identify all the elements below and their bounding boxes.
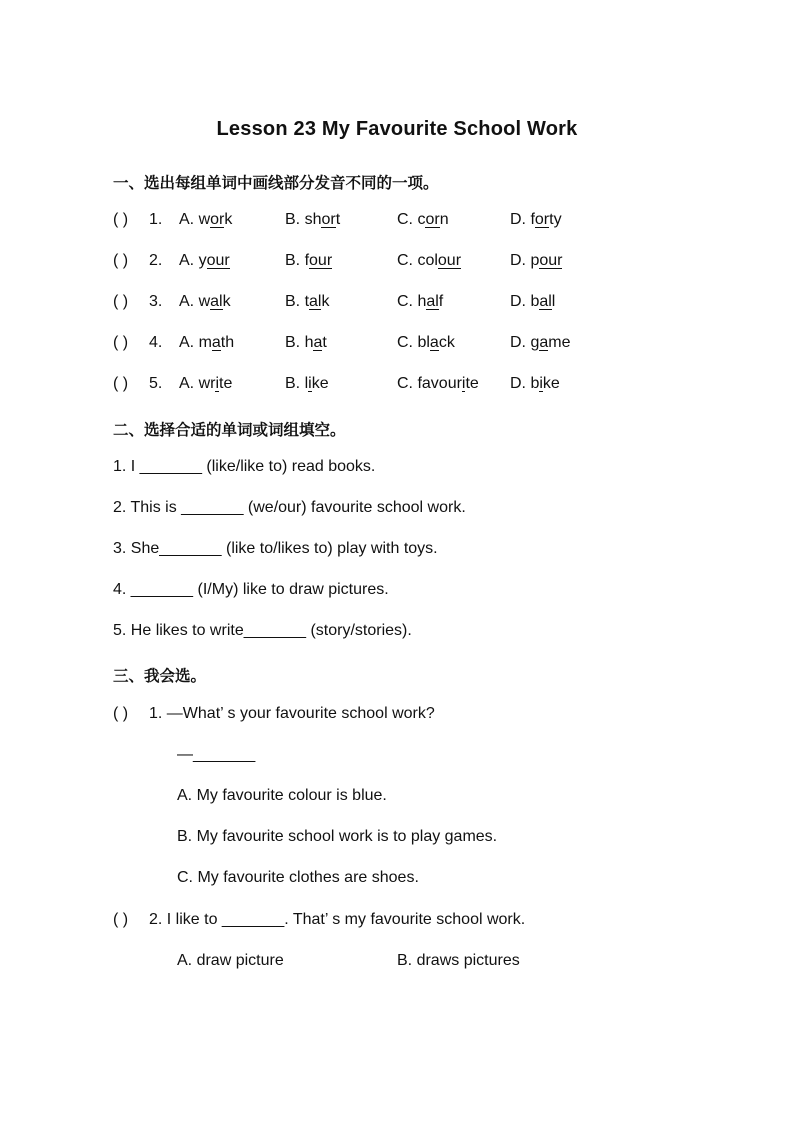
option-text: C. favour <box>397 375 462 392</box>
option-text: C. h <box>397 293 427 310</box>
question-2-text: 2. I like to _______. That’ s my favourite school work. <box>149 911 526 928</box>
answer-paren: ( ) <box>113 252 129 269</box>
option-b <box>285 375 329 393</box>
question-number: 2. <box>149 252 163 269</box>
option-b <box>285 334 327 352</box>
phonics-row <box>113 293 713 315</box>
option-c <box>397 375 479 393</box>
fill-blank-2: 2. This is _______ (we/our) favourite school work. <box>113 499 466 516</box>
question-2-option-a: A. draw picture <box>177 952 284 969</box>
option-text: t <box>335 211 341 228</box>
phonics-row <box>113 211 713 233</box>
option-text: C. bl <box>397 334 430 351</box>
underlined-letters: a <box>429 334 439 351</box>
option-text: ke <box>311 375 329 392</box>
option-text: k <box>321 293 330 310</box>
option-c <box>397 252 461 270</box>
question-number: 1. <box>149 211 163 228</box>
fill-blank-1: 1. I _______ (like/like to) read books. <box>113 458 376 475</box>
question-number: 3. <box>149 293 163 310</box>
section1-heading: 一、选出每组单词中画线部分发音不同的一项。 <box>113 174 439 192</box>
underlined-letters: a <box>313 334 323 351</box>
question-number: 4. <box>149 334 163 351</box>
question-2-option-b: B. draws pictures <box>397 952 520 969</box>
underlined-letters: or <box>534 211 550 228</box>
phonics-row <box>113 252 713 274</box>
option-text: A. wr <box>179 375 216 392</box>
option-text: A. m <box>179 334 212 351</box>
underlined-letters: i <box>461 375 466 392</box>
underlined-letters: al <box>539 293 552 310</box>
underlined-letters: or <box>425 211 440 228</box>
option-text: n <box>439 211 449 228</box>
section3-heading: 三、我会选。 <box>113 667 207 685</box>
option-b <box>285 293 329 311</box>
option-text: k <box>222 293 231 310</box>
question-1-option-b: B. My favourite school work is to play games. <box>177 828 498 845</box>
option-text: me <box>548 334 571 351</box>
option-a <box>179 211 232 229</box>
option-b <box>285 252 332 270</box>
option-a <box>179 293 231 311</box>
underlined-letters: al <box>210 293 223 310</box>
fill-blank-5: 5. He likes to write_______ (story/stories). <box>113 622 412 639</box>
option-text: te <box>465 375 479 392</box>
option-text: te <box>219 375 233 392</box>
option-text: th <box>220 334 235 351</box>
fill-blank-3: 3. She_______ (like to/likes to) play with toys. <box>113 540 438 557</box>
option-text: ty <box>549 211 562 228</box>
answer-paren: ( ) <box>113 334 129 351</box>
option-text: C. col <box>397 252 438 269</box>
option-b <box>285 211 340 229</box>
underlined-letters: i <box>215 375 220 392</box>
option-text: f <box>438 293 444 310</box>
option-d <box>510 375 560 393</box>
answer-paren: ( ) <box>113 375 129 392</box>
answer-paren: ( ) <box>113 211 129 228</box>
question-1-text: 1. —What’ s your favourite school work? <box>149 705 435 722</box>
option-text: C. c <box>397 211 426 228</box>
option-a <box>179 252 230 270</box>
option-text: A. w <box>179 211 211 228</box>
answer-paren: ( ) <box>113 911 129 928</box>
underlined-letters: our <box>309 252 333 269</box>
underlined-letters: i <box>308 375 312 392</box>
option-a <box>179 375 232 393</box>
option-text: l <box>551 293 556 310</box>
fill-blank-4: 4. _______ (I/My) like to draw pictures. <box>113 581 389 598</box>
option-text: D. b <box>510 375 540 392</box>
underlined-letters: a <box>539 334 549 351</box>
option-c <box>397 293 443 311</box>
option-text: k <box>224 211 233 228</box>
option-text: A. w <box>179 293 211 310</box>
page-title: Lesson 23 My Favourite School Work <box>216 118 578 140</box>
option-text: ke <box>542 375 560 392</box>
phonics-row <box>113 334 713 356</box>
underlined-letters: al <box>309 293 322 310</box>
option-text: B. l <box>285 375 309 392</box>
option-text: D. b <box>510 293 540 310</box>
option-text: t <box>322 334 327 351</box>
option-text: D. g <box>510 334 540 351</box>
question-1-option-a: A. My favourite colour is blue. <box>177 787 387 804</box>
option-text: B. h <box>285 334 314 351</box>
option-c <box>397 211 449 229</box>
underlined-letters: a <box>211 334 221 351</box>
underlined-letters: or <box>321 211 336 228</box>
option-text: B. f <box>285 252 310 269</box>
question-1-answer-blank: —_______ <box>177 746 256 763</box>
phonics-row <box>113 375 713 397</box>
underlined-letters: or <box>210 211 225 228</box>
section2-heading: 二、选择合适的单词或词组填空。 <box>113 421 346 439</box>
underlined-letters: our <box>539 252 563 269</box>
option-text: B. t <box>285 293 310 310</box>
option-text: ck <box>438 334 455 351</box>
option-text: B. sh <box>285 211 322 228</box>
answer-paren: ( ) <box>113 293 129 310</box>
option-d <box>510 293 555 311</box>
option-text: D. p <box>510 252 540 269</box>
answer-paren: ( ) <box>113 705 129 722</box>
question-number: 5. <box>149 375 163 392</box>
underlined-letters: our <box>206 252 230 269</box>
underlined-letters: i <box>539 375 543 392</box>
option-d <box>510 334 570 352</box>
option-text: D. f <box>510 211 535 228</box>
question-1-option-c: C. My favourite clothes are shoes. <box>177 869 419 886</box>
underlined-letters: al <box>426 293 439 310</box>
option-a <box>179 334 234 352</box>
option-d <box>510 252 562 270</box>
underlined-letters: our <box>437 252 462 269</box>
option-text: A. y <box>179 252 207 269</box>
option-d <box>510 211 562 229</box>
option-c <box>397 334 455 352</box>
